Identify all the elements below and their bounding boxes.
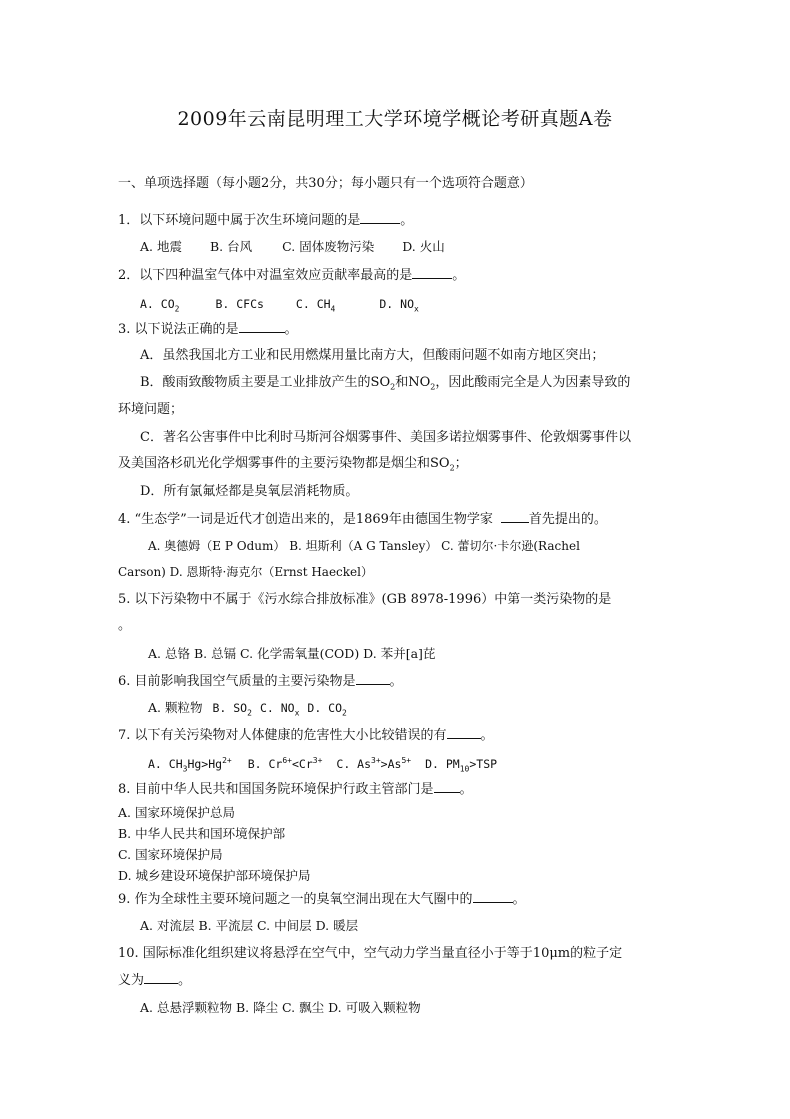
question-6: 6. 目前影响我国空气质量的主要污染物是 。 bbox=[118, 674, 403, 689]
option-b: B. $Cr^{6+}<Cr^{3+}$ bbox=[247, 756, 323, 771]
answer-blank bbox=[239, 320, 285, 333]
question-3-stem: 3. 以下说法正确的是 bbox=[118, 322, 239, 337]
question-3-option-c-cont: 及美国洛杉矶光化学烟雾事件的主要污染物都是烟尘和$SO_2$； bbox=[118, 456, 468, 473]
section-heading: 一、单项选择题（每小题2分，共30分；每小题只有一个选项符合题意） bbox=[118, 176, 533, 191]
question-10-options: A. 总悬浮颗粒物 B. 降尘 C. 飘尘 D. 可吸入颗粒物 bbox=[140, 1000, 421, 1015]
option-d: D. $PM_{10}>TSP$ bbox=[425, 757, 498, 774]
question-4-options: A. 奥德姆（E P Odum） B. 坦斯利（A G Tansley） C. 蕾切尔·卡尔逊(Rachel bbox=[148, 539, 580, 553]
question-9: 9. 作为全球性主要环境问题之一的臭氧空洞出现在大气圈中的 。 bbox=[118, 892, 526, 907]
question-3-option-c: C．著名公害事件中比利时马斯河谷烟雾事件、美国多诺拉烟雾事件、伦敦烟雾事件以 bbox=[140, 430, 631, 445]
question-1 bbox=[118, 211, 413, 230]
question-10: 10. 国际标准化组织建议将悬浮在空气中，空气动力学当量直径小于等于10μm的粒子定 bbox=[118, 946, 623, 961]
answer-blank bbox=[447, 726, 481, 739]
option-b: B. 台风 bbox=[209, 239, 253, 254]
question-8-option-c: C. 国家环境保护局 bbox=[118, 847, 223, 862]
exam-title: 2009年云南昆明理工大学环境学概论考研真题A卷 bbox=[177, 108, 613, 130]
option-a: A. 地震 bbox=[140, 239, 182, 254]
question-8-option-d: D. 城乡建设环境保护部环境保护局 bbox=[118, 868, 311, 883]
answer-blank bbox=[434, 780, 460, 793]
question-7: 7. 以下有关污染物对人体健康的危害性大小比较错误的有 。 bbox=[118, 728, 494, 743]
question-2-stem: 2．以下四种温室气体中对温室效应贡献率最高的是 bbox=[118, 268, 413, 283]
question-1-end: 。 bbox=[400, 213, 414, 228]
question-6-stem: 6. 目前影响我国空气质量的主要污染物是 bbox=[118, 674, 356, 689]
option-d: D. 火山 bbox=[402, 239, 445, 254]
question-3-option-d: D．所有氯氟烃都是臭氧层消耗物质。 bbox=[140, 484, 359, 499]
question-5: 5. 以下污染物中不属于《污水综合排放标准》(GB 8978-1996）中第一类污染物的是 bbox=[118, 592, 612, 607]
option-c: C. $NO_x$ bbox=[259, 701, 300, 718]
option-b: B. $SO_2$ bbox=[212, 701, 252, 718]
question-5-cont: 。 bbox=[118, 618, 132, 633]
question-8-option-b: B. 中华人民共和国环境保护部 bbox=[118, 826, 286, 841]
answer-blank bbox=[360, 211, 400, 224]
option-a: A. 颗粒物 bbox=[148, 700, 203, 715]
question-1-options bbox=[140, 238, 445, 256]
question-3-end: 。 bbox=[284, 322, 298, 337]
question-3-option-b: B．酸雨致酸物质主要是工业排放产生的$SO_2$和$NO_2$，因此酸雨完全是人为因素导致的 bbox=[140, 375, 631, 392]
option-b: B. CFCs bbox=[215, 297, 264, 311]
question-9-options: A. 对流层 B. 平流层 C. 中间层 D. 暖层 bbox=[140, 918, 359, 933]
option-a: A. $CH_3Hg>Hg^{2+}$ bbox=[148, 756, 232, 774]
question-9-stem: 9. 作为全球性主要环境问题之一的臭氧空洞出现在大气圈中的 bbox=[118, 892, 473, 907]
answer-blank bbox=[473, 890, 513, 903]
option-c: C. $As^{3+}>As^{5+}$ bbox=[336, 756, 412, 771]
option-a: A. $CO_2$ bbox=[140, 297, 180, 314]
question-4-options-cont: Carson) D. 恩斯特·海克尔（Ernst Haeckel） bbox=[118, 565, 373, 579]
question-4: 4. “生态学”一词是近代才创造出来的，是1869年由德国生物学家 首先提出的。 bbox=[118, 512, 607, 527]
option-d: D. $CO_2$ bbox=[307, 701, 347, 718]
question-3 bbox=[118, 320, 298, 339]
question-10-cont: 义为 。 bbox=[118, 973, 192, 988]
option-c: C. 固体废物污染 bbox=[282, 239, 375, 254]
question-8-stem: 8. 目前中华人民共和国国务院环境保护行政主管部门是 bbox=[118, 782, 434, 797]
question-3-option-b-cont: 环境问题； bbox=[118, 402, 184, 417]
question-6-options bbox=[148, 699, 347, 717]
answer-blank bbox=[356, 672, 390, 685]
question-7-stem: 7. 以下有关污染物对人体健康的危害性大小比较错误的有 bbox=[118, 728, 447, 743]
answer-blank bbox=[412, 266, 452, 279]
question-5-options: A. 总铬 B. 总镉 C. 化学需氧量(COD) D. 苯并[a]芘 bbox=[148, 646, 436, 661]
question-1-stem: 1．以下环境问题中属于次生环境问题的是 bbox=[118, 213, 361, 228]
answer-blank bbox=[501, 510, 529, 523]
option-c: C. $CH_4$ bbox=[295, 297, 336, 314]
question-8: 8. 目前中华人民共和国国务院环境保护行政主管部门是 。 bbox=[118, 782, 473, 797]
question-8-option-a: A. 国家环境保护总局 bbox=[118, 805, 235, 820]
question-2-options bbox=[140, 295, 419, 313]
question-3-option-a: A．虽然我国北方工业和民用燃煤用量比南方大，但酸雨问题不如南方地区突出； bbox=[140, 348, 605, 363]
answer-blank bbox=[144, 971, 178, 984]
question-2 bbox=[118, 266, 465, 285]
question-2-end: 。 bbox=[452, 268, 466, 283]
option-d: D. $NO_x$ bbox=[379, 297, 419, 314]
question-7-options bbox=[148, 755, 497, 773]
